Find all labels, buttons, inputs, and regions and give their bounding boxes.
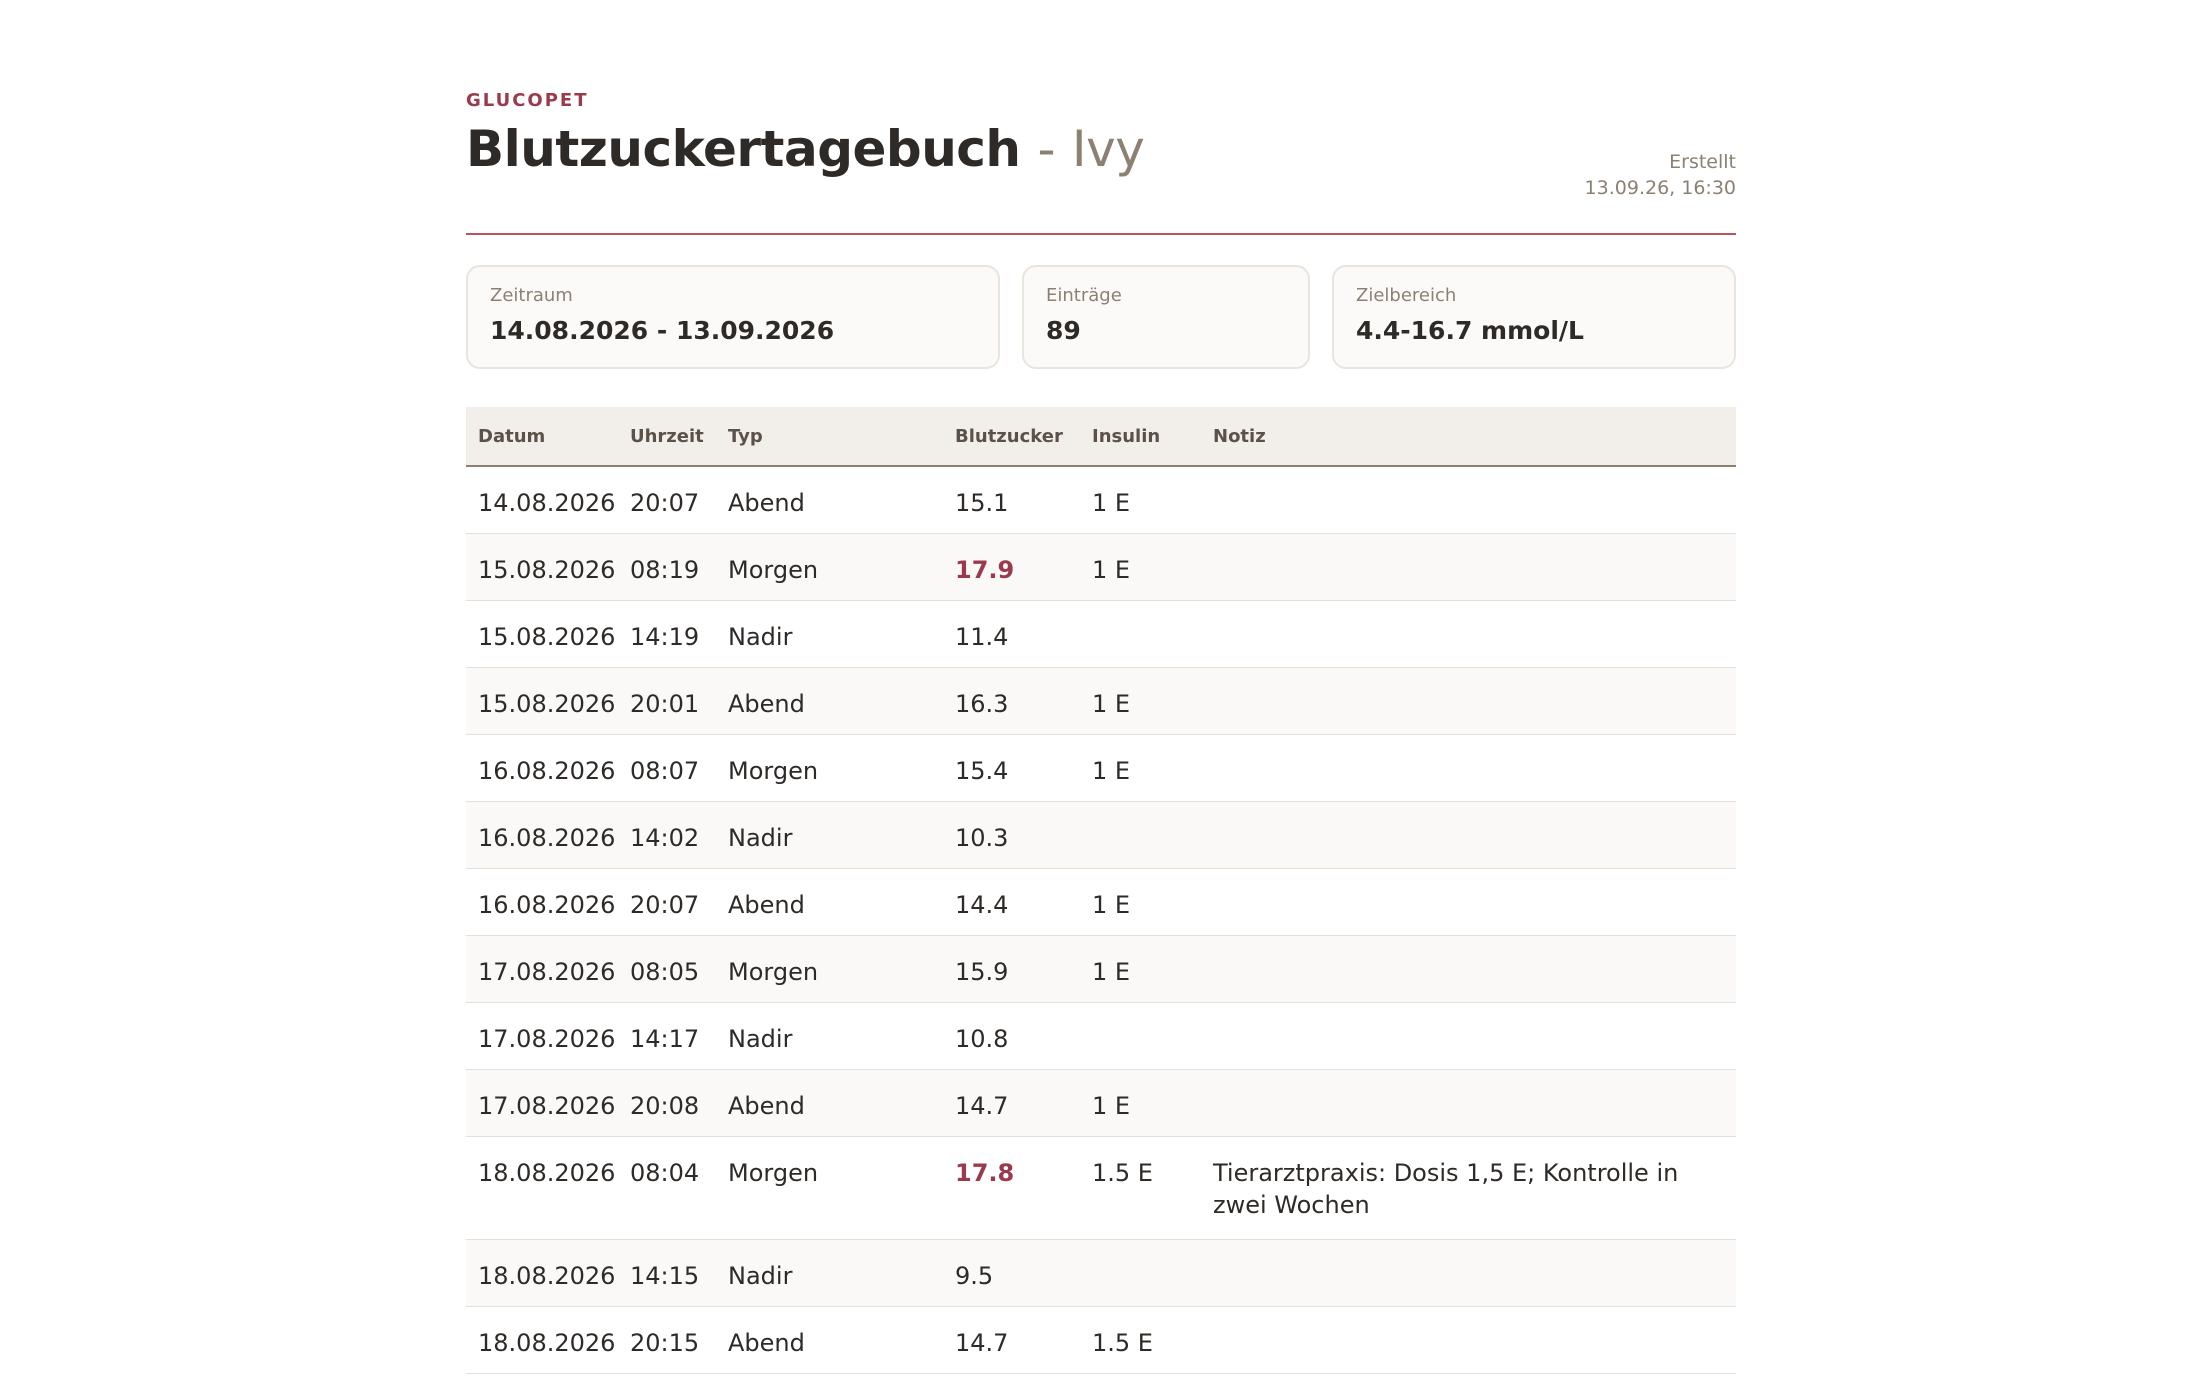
- cell-type: Abend: [716, 1306, 943, 1373]
- period-value: 14.08.2026 - 13.09.2026: [490, 316, 835, 345]
- cell-date: 16.08.2026: [466, 801, 618, 868]
- target-range-label: Zielbereich: [1356, 285, 1457, 306]
- target-range-value: 4.4-16.7 mmol/L: [1356, 316, 1584, 345]
- table-row: [466, 801, 1736, 868]
- table-row: [466, 1069, 1736, 1136]
- cell-note: [1201, 868, 1736, 935]
- cell-type: Nadir: [716, 801, 943, 868]
- cell-note: [1201, 600, 1736, 667]
- cell-time: 20:07: [618, 466, 716, 533]
- cell-date: 14.08.2026: [466, 466, 618, 533]
- created-label: Erstellt: [1669, 151, 1736, 173]
- cell-note: [1201, 1069, 1736, 1136]
- table-body: [466, 466, 1736, 1373]
- cell-insulin: 1 E: [1080, 466, 1201, 533]
- report-header: [466, 111, 1736, 201]
- cell-insulin: 1.5 E: [1080, 1136, 1201, 1239]
- cell-note: [1201, 935, 1736, 1002]
- target-range-card: [1332, 265, 1736, 369]
- table-row: [466, 734, 1736, 801]
- cell-type: Morgen: [716, 1136, 943, 1239]
- cell-note: [1201, 1239, 1736, 1306]
- cell-type: Morgen: [716, 533, 943, 600]
- header-divider: [466, 233, 1736, 235]
- cell-glucose: 15.4: [943, 734, 1080, 801]
- cell-type: Nadir: [716, 600, 943, 667]
- table-row: [466, 1002, 1736, 1069]
- cell-time: 14:02: [618, 801, 716, 868]
- cell-date: 17.08.2026: [466, 935, 618, 1002]
- cell-insulin: 1 E: [1080, 667, 1201, 734]
- cell-insulin: 1.5 E: [1080, 1306, 1201, 1373]
- page-title: [466, 117, 1144, 181]
- created-info: [1585, 149, 1736, 201]
- cell-insulin: 1 E: [1080, 935, 1201, 1002]
- cell-type: Morgen: [716, 734, 943, 801]
- table-row: [466, 667, 1736, 734]
- created-value: 13.09.26, 16:30: [1584, 177, 1736, 199]
- cell-date: 15.08.2026: [466, 667, 618, 734]
- cell-type: Abend: [716, 466, 943, 533]
- entries-label: Einträge: [1046, 285, 1122, 306]
- period-card: [466, 265, 1000, 369]
- cell-glucose: 17.9: [943, 533, 1080, 600]
- header-type: Typ: [716, 407, 943, 466]
- cell-type: Nadir: [716, 1002, 943, 1069]
- cell-note: [1201, 1002, 1736, 1069]
- cell-glucose: 15.9: [943, 935, 1080, 1002]
- cell-note: Tierarztpraxis: Dosis 1,5 E; Kontrolle in zwei Wochen: [1201, 1136, 1736, 1239]
- table-header-row: [466, 407, 1736, 466]
- cell-insulin: [1080, 1002, 1201, 1069]
- cell-glucose: 17.8: [943, 1136, 1080, 1239]
- cell-glucose: 15.1: [943, 466, 1080, 533]
- header-note: Notiz: [1201, 407, 1736, 466]
- cell-type: Abend: [716, 667, 943, 734]
- cell-time: 20:08: [618, 1069, 716, 1136]
- header-date: Datum: [466, 407, 618, 466]
- entries-value: 89: [1046, 316, 1081, 345]
- cell-date: 16.08.2026: [466, 734, 618, 801]
- cell-note: [1201, 1306, 1736, 1373]
- cell-date: 18.08.2026: [466, 1239, 618, 1306]
- cell-time: 14:15: [618, 1239, 716, 1306]
- cell-type: Abend: [716, 1069, 943, 1136]
- cell-insulin: 1 E: [1080, 868, 1201, 935]
- cell-insulin: 1 E: [1080, 1069, 1201, 1136]
- cell-glucose: 14.4: [943, 868, 1080, 935]
- cell-note: [1201, 466, 1736, 533]
- cell-glucose: 14.7: [943, 1069, 1080, 1136]
- cell-insulin: [1080, 1239, 1201, 1306]
- cell-glucose: 16.3: [943, 667, 1080, 734]
- glucose-log-table: [466, 407, 1736, 1374]
- cell-time: 08:04: [618, 1136, 716, 1239]
- cell-time: 20:01: [618, 667, 716, 734]
- cell-type: Nadir: [716, 1239, 943, 1306]
- cell-type: Morgen: [716, 935, 943, 1002]
- cell-date: 18.08.2026: [466, 1306, 618, 1373]
- cell-note: [1201, 533, 1736, 600]
- table-row: [466, 935, 1736, 1002]
- table-row: [466, 868, 1736, 935]
- pet-name: Ivy: [1071, 120, 1145, 178]
- cell-glucose: 9.5: [943, 1239, 1080, 1306]
- cell-time: 08:07: [618, 734, 716, 801]
- entries-card: [1022, 265, 1310, 369]
- report-page: [466, 90, 1736, 1374]
- header-glucose: Blutzucker: [943, 407, 1080, 466]
- cell-insulin: 1 E: [1080, 734, 1201, 801]
- title-separator: -: [1037, 120, 1055, 178]
- table-row: [466, 466, 1736, 533]
- title-main: Blutzuckertagebuch: [466, 120, 1021, 178]
- table-row: [466, 1136, 1736, 1239]
- cell-note: [1201, 801, 1736, 868]
- table-row: [466, 600, 1736, 667]
- cell-time: 08:19: [618, 533, 716, 600]
- cell-date: 17.08.2026: [466, 1069, 618, 1136]
- cell-time: 08:05: [618, 935, 716, 1002]
- table-row: [466, 1239, 1736, 1306]
- cell-glucose: 10.3: [943, 801, 1080, 868]
- summary-cards: [466, 265, 1736, 369]
- table-row: [466, 533, 1736, 600]
- cell-insulin: [1080, 600, 1201, 667]
- cell-glucose: 10.8: [943, 1002, 1080, 1069]
- cell-date: 15.08.2026: [466, 600, 618, 667]
- cell-time: 14:19: [618, 600, 716, 667]
- cell-time: 20:15: [618, 1306, 716, 1373]
- cell-note: [1201, 734, 1736, 801]
- brand-label: GLUCOPET: [466, 90, 589, 111]
- cell-date: 16.08.2026: [466, 868, 618, 935]
- cell-date: 18.08.2026: [466, 1136, 618, 1239]
- cell-date: 15.08.2026: [466, 533, 618, 600]
- table-row: [466, 1306, 1736, 1373]
- cell-type: Abend: [716, 868, 943, 935]
- cell-time: 14:17: [618, 1002, 716, 1069]
- cell-insulin: 1 E: [1080, 533, 1201, 600]
- header-time: Uhrzeit: [618, 407, 716, 466]
- cell-insulin: [1080, 801, 1201, 868]
- cell-time: 20:07: [618, 868, 716, 935]
- period-label: Zeitraum: [490, 285, 573, 306]
- cell-glucose: 11.4: [943, 600, 1080, 667]
- cell-note: [1201, 667, 1736, 734]
- cell-date: 17.08.2026: [466, 1002, 618, 1069]
- header-insulin: Insulin: [1080, 407, 1201, 466]
- cell-glucose: 14.7: [943, 1306, 1080, 1373]
